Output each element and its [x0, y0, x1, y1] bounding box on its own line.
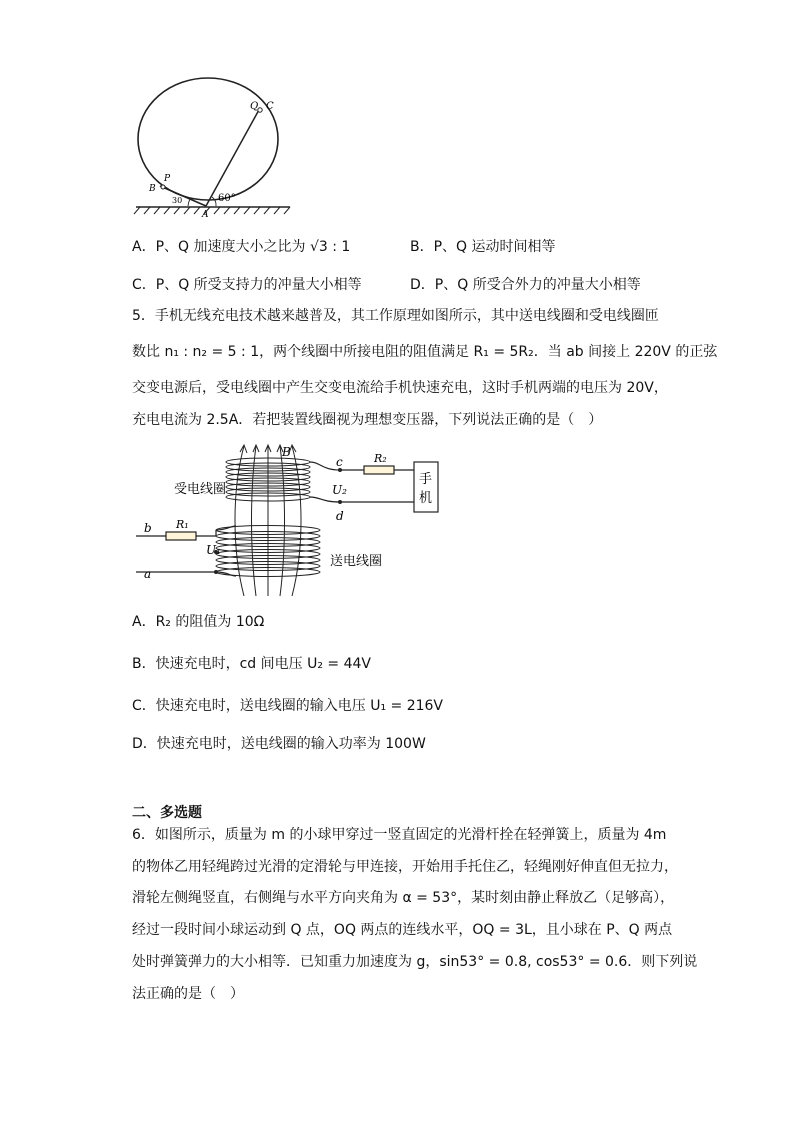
q5-stem-line-2: 数比 n₁ : n₂ = 5 : 1，两个线圈中所接电阻的阻值满足 R₁ = 5R₂．当 ab 间接上 220V 的正弦 [132, 344, 718, 360]
q5-stem-line-1: 5．手机无线充电技术越来越普及，其工作原理如图所示，其中送电线圈和受电线圈匝 [132, 308, 659, 324]
label-30: 30 [172, 196, 183, 205]
angle-arc-60 [212, 197, 216, 206]
terminal-d [338, 500, 342, 504]
label-b: B [149, 184, 156, 194]
q5-coil-figure [136, 440, 446, 600]
q5-option-d[interactable]: D．快速充电时，送电线圈的输入功率为 100W [132, 736, 426, 752]
q6-stem-line-6: 法正确的是（ ） [132, 986, 244, 1002]
terminal-u1-bottom [214, 570, 218, 574]
label-r2: R₂ [374, 452, 387, 465]
q6-stem-line-1: 6．如图所示，质量为 m 的小球甲穿过一竖直固定的光滑杆拴在轻弹簧上，质量为 4m [132, 827, 667, 843]
label-r1: R₁ [176, 518, 189, 531]
q4-circle-figure [128, 76, 298, 221]
q4-option-a[interactable]: A．P、Q 加速度大小之比为 √3 : 1 [132, 239, 351, 255]
q6-stem-line-4: 经过一段时间小球运动到 Q 点，OQ 两点的连线水平，OQ = 3L，且小球在 P、Q 两点 [132, 922, 673, 938]
label-a: A [202, 210, 209, 220]
ball-p [161, 185, 165, 189]
q5-option-a[interactable]: A．R₂ 的阻值为 10Ω [132, 614, 265, 630]
q4-option-c[interactable]: C．P、Q 所受支持力的冲量大小相等 [132, 277, 362, 293]
label-receiving-coil: 受电线圈 [174, 482, 227, 497]
label-field-b: B [282, 445, 291, 459]
chord-ab [160, 186, 206, 206]
label-phone-2: 机 [419, 491, 433, 506]
label-p: P [164, 174, 171, 184]
q5-stem-line-3: 交变电源后，受电线圈中产生交变电流给手机快速充电，这时手机两端的电压为 20V， [132, 380, 668, 396]
label-d5: d [336, 509, 344, 523]
q6-stem-line-2: 的物体乙用轻绳跨过光滑的定滑轮与甲连接，开始用手托住乙，轻绳刚好伸直但无拉力， [132, 859, 678, 875]
q4-option-b[interactable]: B．P、Q 运动时间相等 [410, 239, 556, 255]
label-c5: c [336, 455, 343, 469]
q6-stem-line-3: 滑轮左侧绳竖直，右侧绳与水平方向夹角为 α = 53°，某时刻由静止释放乙（足够高）， [132, 890, 675, 906]
label-sending-coil: 送电线圈 [330, 554, 383, 569]
label-c: C [266, 101, 274, 112]
q5-stem-line-4: 充电电流为 2.5A．若把装置线圈视为理想变压器，下列说法正确的是（ ） [132, 412, 603, 428]
angle-arc-30 [188, 199, 190, 206]
section-multi-choice-title: 二、多选题 [132, 805, 202, 821]
q5-option-b[interactable]: B．快速充电时，cd 间电压 U₂ = 44V [132, 656, 371, 672]
chord-ac [206, 108, 260, 206]
q4-option-d[interactable]: D．P、Q 所受合外力的冲量大小相等 [410, 277, 641, 293]
label-60: 60° [218, 193, 236, 204]
ball-q [258, 108, 262, 112]
ground-hatching [134, 207, 290, 214]
circle-track [138, 78, 278, 200]
label-u1: U₁ [206, 543, 221, 557]
label-b5: b [144, 521, 152, 535]
label-a5: a [144, 567, 152, 581]
label-q: Q [250, 101, 259, 112]
q6-stem-line-5: 处时弹簧弹力的大小相等．已知重力加速度为 g，sin53° = 0.8, cos53° = 0.6．则下列说 [132, 954, 698, 970]
q5-option-c[interactable]: C．快速充电时，送电线圈的输入电压 U₁ = 216V [132, 698, 444, 714]
label-phone-1: 手 [419, 472, 433, 487]
label-u2: U₂ [332, 483, 347, 497]
